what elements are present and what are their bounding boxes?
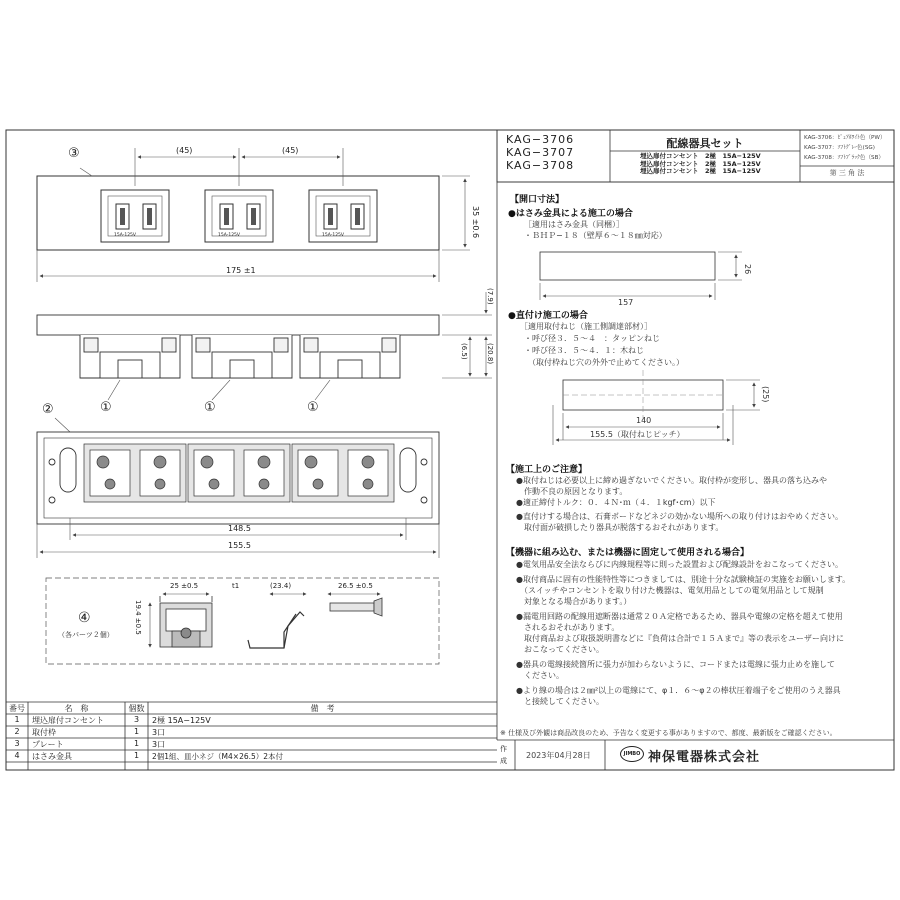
outlet-rating-3: 15A-125V — [322, 233, 344, 238]
footer-note: ※ 仕様及び外観は商品改良のため、予告なく変更する事がありますので、都度、最新版をご確認ください。 — [500, 729, 837, 737]
cutout-case2-pitch: 155.5（取付ねじピッチ） — [590, 430, 685, 439]
equipment-line-11: ●より線の場合は２㎜²以上の電線にて、φ１．６〜φ２の棒状圧着端子をご使用のうえ器具 — [516, 686, 841, 695]
table-cell-no: 3 — [14, 739, 20, 748]
plate-front-view — [37, 176, 439, 250]
cutout-case1-title: ●はさみ金具による施工の場合 — [508, 209, 633, 219]
model-number-2: KAG−3707 — [506, 146, 575, 159]
color-row-3: KAG-3708：ｿﾌﾄﾌﾞﾗｯｸ色（SB） — [804, 155, 885, 161]
caution-line-3: ●適正締付トルク：０．４Ｎ･ｍ（４．１kgf･cm）以下 — [516, 498, 716, 507]
table-cell-name: はさみ金具 — [32, 752, 72, 761]
cutout-case1-height: 26 — [743, 264, 752, 275]
dim-frame-outer: 155.5 — [228, 541, 251, 550]
table-header-no: 番号 — [9, 704, 25, 713]
callout-3: ③ — [68, 146, 80, 161]
table-cell-no: 4 — [14, 751, 20, 760]
cutout-case1-line2: ・ＢＨＰ−１８（壁厚６〜１８㎜対応） — [524, 231, 667, 240]
table-header-name: 名 称 — [64, 704, 89, 713]
parts-panel — [46, 578, 439, 664]
outlet-bodies — [84, 444, 394, 502]
side-view — [37, 315, 439, 378]
spec-row-1: 埋込扉付コンセント 2極 15A−125V — [640, 152, 761, 160]
spec-row-2: 埋込扉付コンセント 2極 15A−125V — [640, 159, 761, 168]
caution-line-1: ●取付ねじは必要以上に締め過ぎないでください。取付枠が変形し、器具の落ち込みや — [516, 476, 827, 485]
dim-clamp-width: 25 ±0.5 — [170, 582, 199, 590]
parts-note: （各パーツ２個） — [58, 631, 114, 639]
table-cell-name: プレート — [32, 740, 64, 749]
dim-pitch-1: (45) — [176, 146, 193, 155]
callout-1c: ① — [307, 400, 319, 415]
callout-1a: ① — [100, 400, 112, 415]
callout-4: ④ — [78, 610, 91, 626]
dim-clamp-height: 19.4 ±0.5 — [134, 600, 142, 635]
dim-plate-height: 35 ±0.6 — [471, 206, 480, 239]
table-cell-name: 取付枠 — [32, 728, 56, 737]
callout-2: ② — [42, 402, 54, 417]
table-cell-qty: 1 — [133, 727, 140, 736]
caution-line-4: ●直付けする場合は、石膏ボードなどネジの効かない場所への取り付けはおやめください。 — [516, 512, 843, 521]
dim-pitch-2: (45) — [282, 146, 299, 155]
equipment-line-1: ●電気用品安全法ならびに内線規程等に則った設置および配線設計をおこなってください。 — [516, 560, 843, 569]
table-cell-qty: 1 — [133, 751, 140, 760]
color-row-2: KAG-3707：ｿﾌﾄｸﾞﾚｰ色(SG) — [804, 145, 875, 151]
dim-bracket: (23.4) — [270, 582, 292, 590]
outlet-rating-2: 15A-125V — [218, 233, 240, 238]
cutout-case2-line4: （取付枠ねじ穴の外外で止めてください。） — [528, 358, 684, 367]
outlet-rating-1: 15A-125V — [114, 233, 136, 238]
table-cell-name: 埋込扉付コンセント — [32, 716, 104, 725]
caution-line-5: 取付面が破損したり器具が脱落するおそれがあります。 — [516, 523, 724, 532]
company-logo: JIMBO — [620, 746, 644, 762]
cutout-case1-line1: ［適用はさみ金具（同梱）］ — [524, 220, 624, 229]
equipment-line-6: されるおそれがあります。 — [516, 623, 620, 632]
dim-side-top: (7.9) — [486, 288, 494, 305]
cutout-case2-line1: ［適用取付ねじ（施工側調達部材）］ — [520, 322, 652, 331]
dim-plate-width: 175 ±1 — [226, 266, 256, 275]
equipment-line-4: 対象となる場合があります。） — [516, 597, 632, 606]
cutout-case2-line3: ・呼び径３．５〜４．１：木ねじ — [524, 346, 644, 355]
table-header-remarks: 備 考 — [310, 704, 335, 713]
cutout-case2-title: ●直付け施工の場合 — [508, 311, 588, 321]
table-cell-no: 2 — [14, 727, 20, 736]
product-title: 配線器具セット — [666, 137, 744, 150]
projection-label: 第 三 角 法 — [829, 169, 865, 177]
table-cell-remarks: 3口 — [152, 740, 166, 749]
model-number-3: KAG−3708 — [506, 159, 575, 172]
equipment-line-3: （スイッチやコンセントを取り付けた機器は、電気用品としての電気用品として規制 — [516, 586, 824, 595]
table-cell-remarks: 3口 — [152, 728, 166, 737]
screw-part — [328, 594, 382, 616]
clamp-part — [150, 594, 212, 647]
equipment-line-9: ●器具の電線接続箇所に張力が加わらないように、コードまたは電線に張力止めを施して — [516, 660, 835, 669]
table-cell-qty: 3 — [133, 715, 140, 724]
callout-1b: ① — [204, 400, 216, 415]
equipment-line-2: ●取付商品に固有の性能特性等につきましては、別途十分な試験検証の実施をお願いします。 — [516, 575, 851, 584]
equipment-line-12: と接続してください。 — [516, 697, 604, 706]
cutout-heading: 【開口寸法】 — [510, 195, 565, 205]
cutout-case1-rect — [540, 252, 742, 300]
equipment-line-10: ください。 — [516, 671, 564, 680]
dim-frame-inner: 148.5 — [228, 524, 251, 533]
equipment-line-8: おこなってください。 — [516, 645, 604, 654]
issue-label: 作成 — [500, 745, 507, 765]
dim-screw-length: 26.5 ±0.5 — [338, 582, 373, 590]
dim-side-mid: (6.5) — [460, 343, 468, 360]
table-cell-remarks: 2極 15A−125V — [152, 716, 211, 725]
company-name: 神保電器株式会社 — [648, 750, 761, 765]
table-header-qty: 個数 — [128, 704, 145, 713]
equipment-line-7: 取付商品および取扱説明書などに『負荷は合計で１５Ａまで』等の表示をユーザー向けに — [516, 634, 844, 643]
equipment-heading: 【機器に組み込む、または機器に固定して使用される場合】 — [506, 548, 750, 558]
issue-date: 2023年04月28日 — [526, 751, 591, 760]
cutout-case1-width: 157 — [618, 298, 634, 307]
model-number-1: KAG−3706 — [506, 133, 575, 146]
cutout-case2-width: 140 — [636, 416, 652, 425]
caution-line-2: 作動不良の原因となります。 — [516, 487, 628, 496]
cutout-case2-height: (25) — [761, 386, 770, 403]
spec-row-3: 埋込扉付コンセント 2極 15A−125V — [640, 167, 761, 176]
equipment-line-5: ●漏電用回路の配線用遮断器は通常２０Ａ定格であるため、器具や電線の定格を超えて使用 — [516, 612, 843, 621]
cutout-case2-line2: ・呼び径３．５〜４ ：タッピンねじ — [524, 334, 660, 343]
frame-bracket-part — [248, 594, 306, 648]
table-cell-remarks: 2個1組、皿小ネジ（M4×26.5）2本付 — [152, 752, 284, 761]
cautions-heading: 【施工上のご注意】 — [506, 465, 588, 475]
color-row-1: KAG-3706：ﾋﾟｭｱﾎﾜｲﾄ色（PW） — [804, 135, 886, 141]
dim-thickness: t1 — [232, 582, 240, 590]
table-cell-no: 1 — [14, 715, 20, 724]
dim-side-total: (20.8) — [486, 343, 494, 365]
table-cell-qty: 1 — [133, 739, 140, 748]
